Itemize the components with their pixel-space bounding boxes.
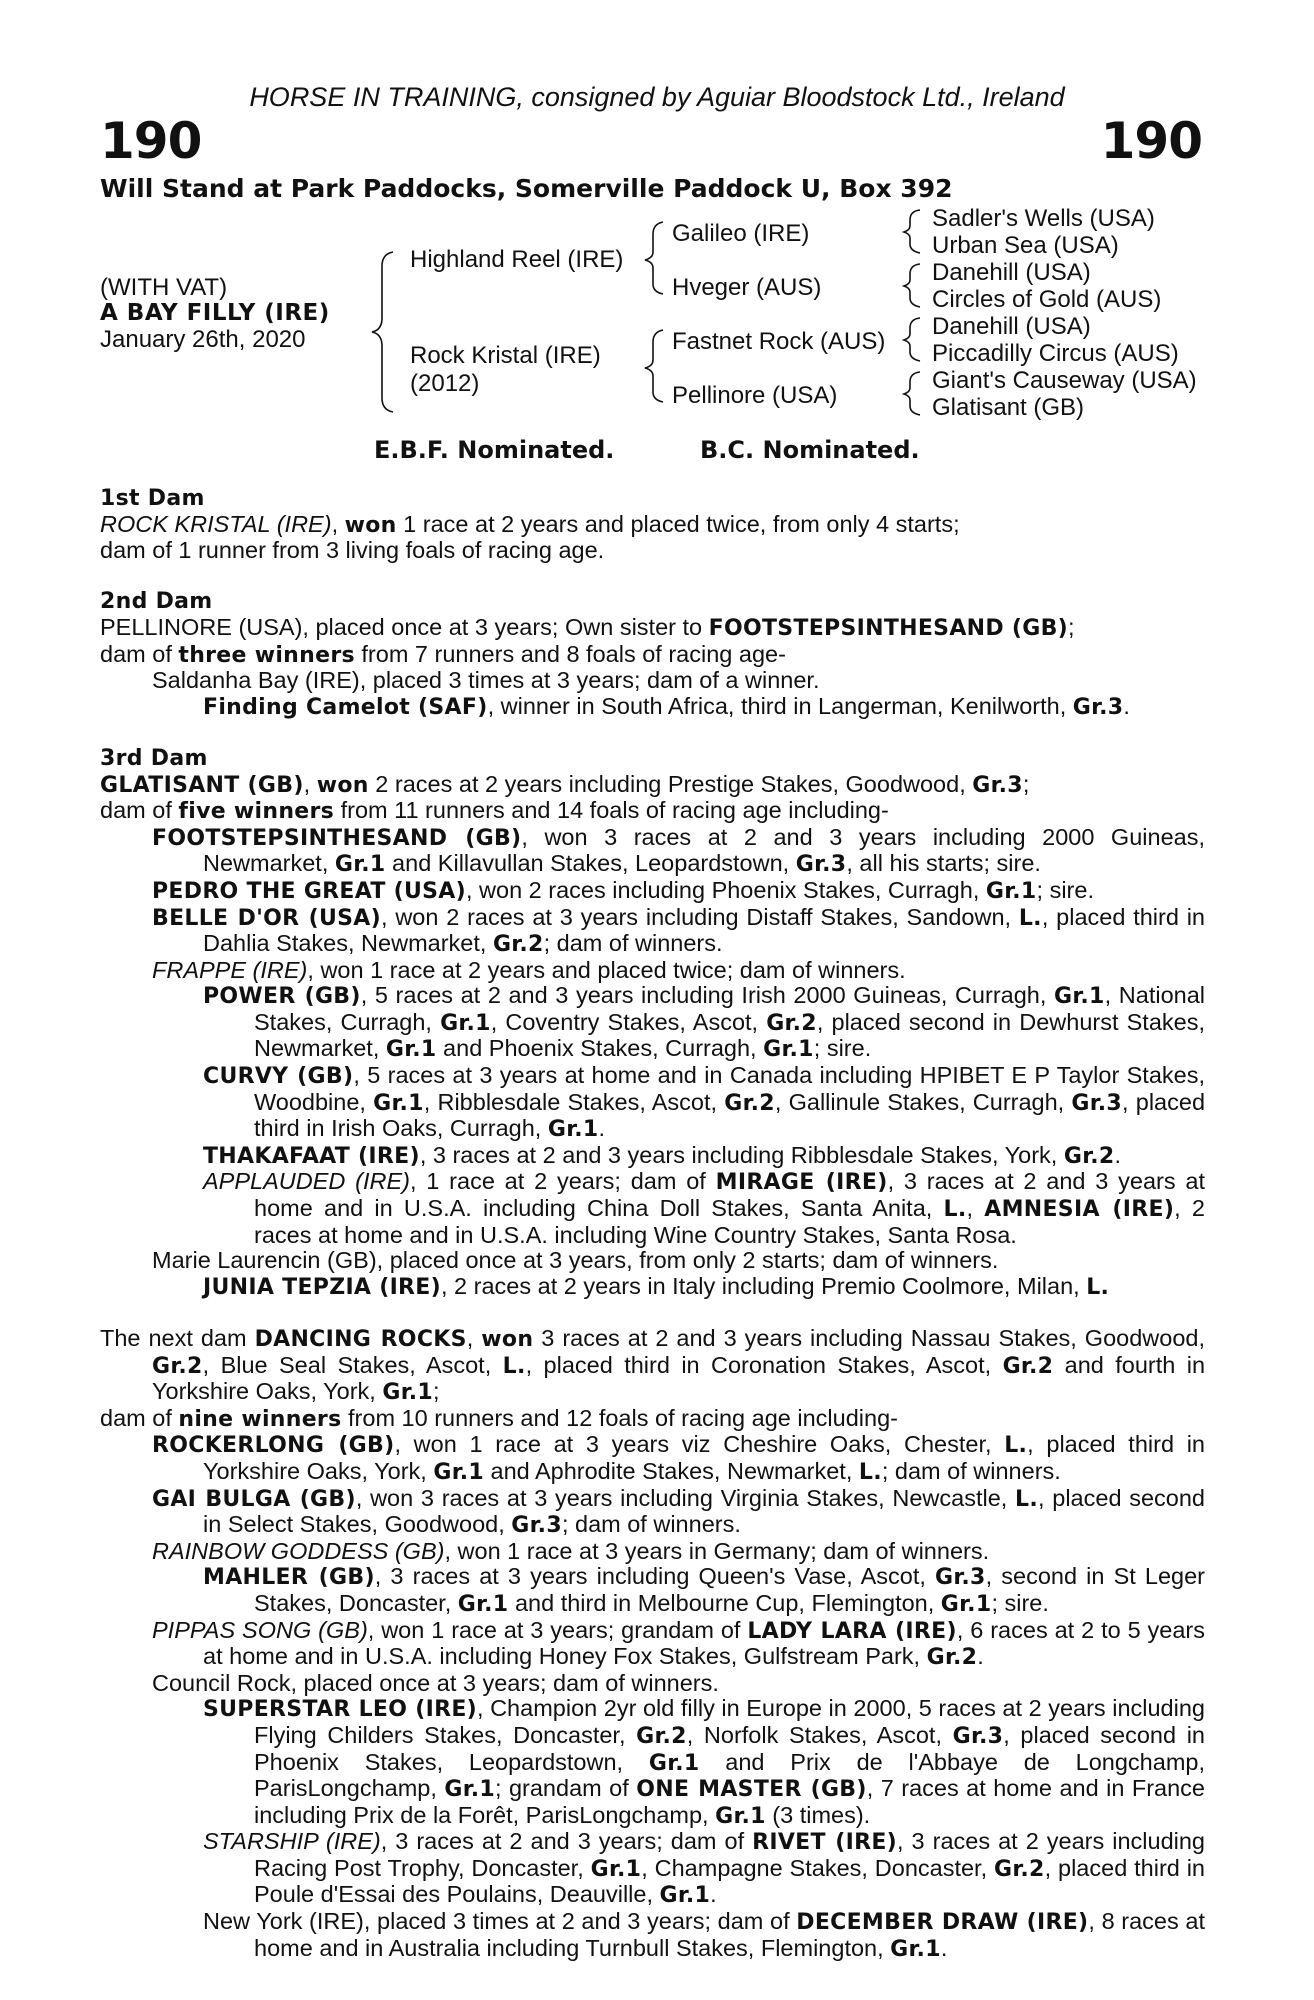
foaling-date: January 26th, 2020 (100, 326, 306, 353)
first-dam-text: ROCK KRISTAL (IRE), won 1 race at 2 years and placed twice, from only 4 starts; dam of 1 runner from 3 living foals of racing age. (100, 510, 960, 564)
produce-entry: STARSHIP (IRE), 3 races at 2 and 3 years; dam of RIVET (IRE), 3 races at 2 years including Racing Post Trophy, Doncaster, Gr.1, Champagne Stakes, Doncaster, Gr.2, placed third in Poule d'Essai des Poulains, Deauville, Gr.1. (203, 1828, 1206, 1909)
produce-entry: Marie Laurencin (GB), placed once at 3 years, from only 2 starts; dam of winners. (152, 1247, 999, 1274)
produce-entry: APPLAUDED (IRE), 1 race at 2 years; dam of MIRAGE (IRE), 3 races at 2 and 3 years at home and in U.S.A. including China Doll Stakes, Santa Anita, L., AMNESIA (IRE), 2 races at home and in U.S.A. including Wine Country Stakes, Santa Rosa. (203, 1168, 1205, 1248)
produce-entry: BELLE D'OR (USA), won 2 races at 3 years including Distaff Stakes, Sandown, L., placed third in Dahlia Stakes, Newmarket, Gr.2; dam of winners. (152, 903, 1206, 958)
dam-year: (2012) (410, 370, 480, 397)
produce-record (100, 486, 1205, 1962)
horse-name: A BAY FILLY (IRE) (100, 300, 330, 326)
gg-dam-3: Piccadilly Circus (AUS) (932, 340, 1179, 367)
stand-location: Will Stand at Park Paddocks, Somerville Paddock U, Box 392 (100, 174, 953, 203)
ebf-nomination: E.B.F. Nominated. (374, 436, 615, 464)
produce-entry: Saldanha Bay (IRE), placed 3 times at 3 years; dam of a winner. (152, 667, 820, 694)
third-dam-text: GLATISANT (GB), won 2 races at 2 years including Prestige Stakes, Goodwood, Gr.3; dam of five winners from 11 runners and 14 foals of racing age including- (100, 770, 1030, 825)
produce-entry: PIPPAS SONG (GB), won 1 race at 3 years; grandam of LADY LARA (IRE), 6 races at 2 to 5 years at home and in U.S.A. including Honey Fox Stakes, Gulfstream Park, Gr.2. (152, 1616, 1206, 1671)
produce-entry: MAHLER (GB), 3 races at 3 years including Queen's Vase, Ascot, Gr.3, second in St Leger Stakes, Doncaster, Gr.1 and third in Melbourne Cup, Flemington, Gr.1; sire. (203, 1563, 1205, 1617)
gg-sire-1: Sadler's Wells (USA) (932, 205, 1155, 232)
produce-entry: Finding Camelot (SAF), winner in South Africa, third in Langerman, Kenilworth, Gr.3. (203, 692, 1130, 720)
gg-sire-3: Danehill (USA) (932, 313, 1091, 340)
produce-entry: SUPERSTAR LEO (IRE), Champion 2yr old filly in Europe in 2000, 5 races at 2 years including Flying Childers Stakes, Doncaster, Gr.2, Norfolk Stakes, Ascot, Gr.3, placed second in Phoenix Stakes, Leopardstown, Gr.1 and Prix de l'Abbaye de Longchamp, ParisLongchamp, Gr.1; grandam of ONE MASTER (GB), 7 races at home and in France including Prix de la Forêt, ParisLongchamp, Gr.1 (3 times). (203, 1695, 1206, 1829)
produce-entry: PEDRO THE GREAT (USA), won 2 races including Phoenix Stakes, Curragh, Gr.1; sire. (152, 876, 1094, 904)
second-dam-heading: 2nd Dam (100, 589, 213, 615)
next-dam-summary: dam of nine winners from 10 runners and 12 foals of racing age including- (100, 1404, 898, 1432)
produce-entry: RAINBOW GODDESS (GB), won 1 race at 3 years in Germany; dam of winners. (152, 1537, 990, 1564)
sire-name: Highland Reel (IRE) (410, 246, 624, 273)
second-dam-text: PELLINORE (USA), placed once at 3 years; Own sister to FOOTSTEPSINTHESAND (GB); dam of three winners from 7 runners and 8 foals of racing age- (100, 613, 1075, 668)
catalogue-header: HORSE IN TRAINING, consigned by Aguiar Bloodstock Ltd., Ireland (249, 82, 1065, 112)
produce-entry: ROCKERLONG (GB), won 1 race at 3 years viz Cheshire Oaks, Chester, L., placed third in Yorkshire Oaks, York, Gr.1 and Aphrodite Stakes, Newmarket, L.; dam of winners. (152, 1431, 1205, 1485)
produce-entry: THAKAFAAT (IRE), 3 races at 2 and 3 years including Ribblesdale Stakes, York, Gr.2. (203, 1141, 1122, 1169)
dam-name: Rock Kristal (IRE) (410, 342, 601, 369)
produce-entry: Council Rock, placed once at 3 years; dam of winners. (152, 1669, 719, 1696)
gg-dam-2: Circles of Gold (AUS) (932, 286, 1162, 313)
lot-number-left: 190 (100, 112, 202, 170)
gg-sire-4: Giant's Causeway (USA) (932, 367, 1197, 394)
produce-entry: FRAPPE (IRE), won 1 race at 2 years and placed twice; dam of winners. (152, 956, 906, 983)
produce-entry: GAI BULGA (GB), won 3 races at 3 years including Virginia Stakes, Newcastle, L., placed second in Select Stakes, Goodwood, Gr.3; dam of winners. (152, 1484, 1206, 1539)
sire-sire-name: Galileo (IRE) (672, 220, 810, 247)
next-dam-text: The next dam DANCING ROCKS, won 3 races at 2 and 3 years including Nassau Stakes, Goodwood, Gr.2, Blue Seal Stakes, Ascot, L., placed third in Coronation Stakes, Ascot, Gr.2 and fourth in Yorkshire Oaks, York, Gr.1; (100, 1325, 1206, 1406)
gg-sire-2: Danehill (USA) (932, 259, 1091, 286)
produce-entry: New York (IRE), placed 3 times at 2 and 3 years; dam of DECEMBER DRAW (IRE), 8 races at home and in Australia including Turnbull Stakes, Flemington, Gr.1. (203, 1908, 1205, 1962)
dam-sire-name: Fastnet Rock (AUS) (672, 328, 886, 355)
produce-entry: POWER (GB), 5 races at 2 and 3 years including Irish 2000 Guineas, Curragh, Gr.1, National Stakes, Curragh, Gr.1, Coventry Stakes, Ascot, Gr.2, placed second in Dewhurst Stakes, Newmarket, Gr.1 and Phoenix Stakes, Curragh, Gr.1; sire. (203, 982, 1205, 1063)
produce-entry: CURVY (GB), 5 races at 3 years at home and in Canada including HPIBET E P Taylor Stakes, Woodbine, Gr.1, Ribblesdale Stakes, Ascot, Gr.2, Gallinule Stakes, Curragh, Gr.3, placed third in Irish Oaks, Curragh, Gr.1. (203, 1062, 1206, 1143)
vat-note: (WITH VAT) (100, 274, 228, 301)
produce-entry: JUNIA TEPZIA (IRE), 2 races at 2 years in Italy including Premio Coolmore, Milan, L. (203, 1272, 1110, 1300)
sire-dam-name: Hveger (AUS) (672, 274, 822, 301)
dam-dam-name: Pellinore (USA) (672, 382, 838, 409)
gg-dam-1: Urban Sea (USA) (932, 232, 1119, 259)
first-dam-heading: 1st Dam (100, 486, 205, 511)
bc-nomination: B.C. Nominated. (700, 436, 920, 464)
lot-number-right: 190 (1100, 112, 1202, 170)
gg-dam-4: Glatisant (GB) (932, 394, 1085, 421)
produce-entry: FOOTSTEPSINTHESAND (GB), won 3 races at 2 and 3 years including 2000 Guineas, Newmarket, Gr.1 and Killavullan Stakes, Leopardstown, Gr.3, all his starts; sire. (152, 823, 1205, 878)
third-dam-heading: 3rd Dam (100, 745, 208, 771)
